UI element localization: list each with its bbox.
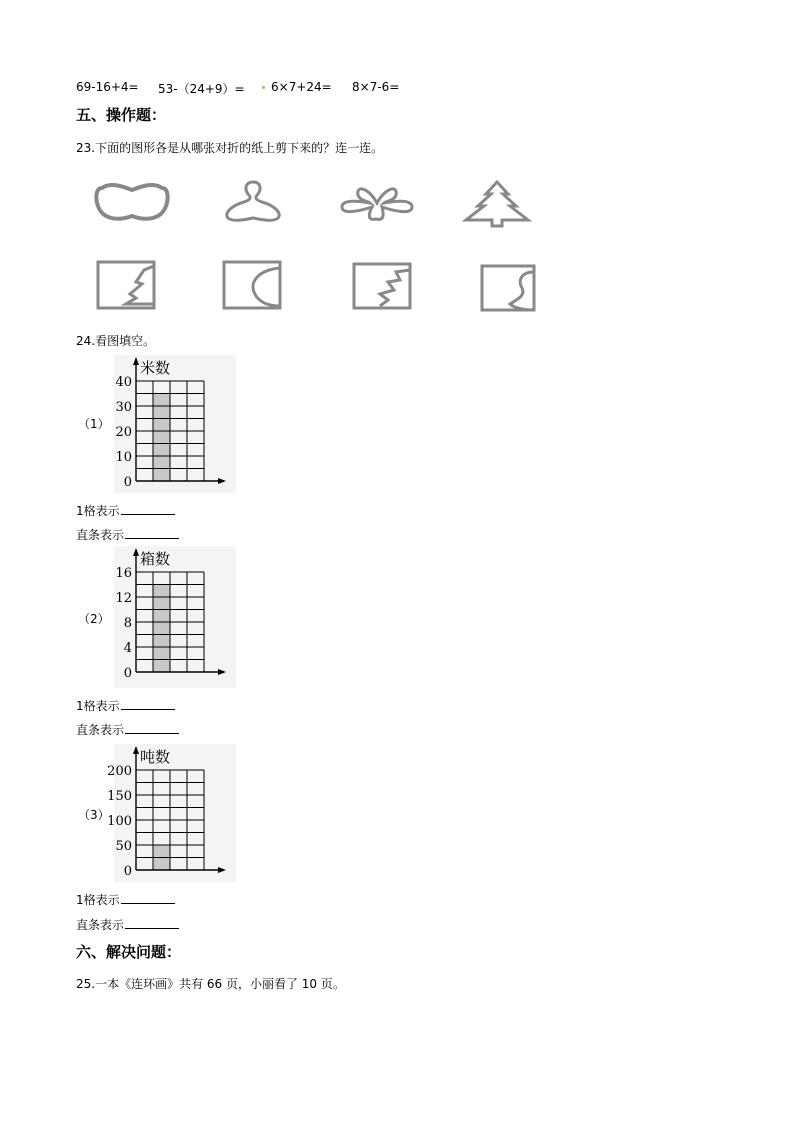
answer-blank[interactable] <box>125 722 179 734</box>
chart-2-bar-answer <box>76 721 179 738</box>
gourd-shape-icon <box>220 180 286 224</box>
question-25: 25.一本《连环画》共有 66 页，小丽看了 10 页。 <box>76 977 345 991</box>
folded-paper-d-icon <box>480 264 538 314</box>
question-24: 24.看图填空。 <box>76 334 156 348</box>
bar-value-label: 直条表示 <box>76 723 125 737</box>
calc-item-2: 53-（24+9）= <box>158 82 245 96</box>
y-axis-unit: 米数 <box>140 359 171 377</box>
chart-1-label: （1） <box>78 417 110 431</box>
bar-grid-chart-3 <box>107 744 240 882</box>
calc-item-3-text: 6×7+24= <box>271 80 332 94</box>
y-tick-label: 30 <box>115 400 132 415</box>
y-tick-label: 40 <box>115 375 132 390</box>
section-5-title: 五、操作题： <box>76 106 167 124</box>
y-tick-label: 8 <box>123 616 132 631</box>
y-tick-label: 12 <box>115 591 132 606</box>
folded-paper-b-icon <box>222 260 284 312</box>
answer-blank[interactable] <box>121 503 175 515</box>
bar-grid-chart-1 <box>112 355 240 493</box>
y-tick-label: 200 <box>107 764 132 779</box>
chart-background <box>114 546 236 688</box>
tree-shape-icon <box>462 180 532 228</box>
y-tick-label: 4 <box>123 641 132 656</box>
chart-1-bar-answer <box>76 526 179 543</box>
y-tick-label: 100 <box>107 814 132 829</box>
y-tick-label: 10 <box>115 450 132 465</box>
chart-background <box>114 355 236 493</box>
chart-3-label: （3） <box>78 808 110 822</box>
y-axis-unit: 箱数 <box>140 550 171 568</box>
chart-3-grid-answer <box>76 891 175 908</box>
flower-shape-icon <box>338 183 416 223</box>
answer-blank[interactable] <box>125 917 179 929</box>
answer-blank[interactable] <box>121 892 175 904</box>
folded-paper-a-icon <box>96 260 156 312</box>
answer-blank[interactable] <box>121 698 175 710</box>
bar-fill <box>153 394 170 482</box>
dot-mark <box>262 86 265 89</box>
y-axis-unit: 吨数 <box>140 748 171 766</box>
calc-item-4: 8×7-6= <box>352 80 400 94</box>
y-tick-label: 0 <box>123 864 132 879</box>
apple-shape-icon <box>94 178 170 224</box>
y-tick-label: 0 <box>123 475 132 490</box>
y-tick-label: 16 <box>115 566 132 581</box>
grid-value-label: 1格表示 <box>76 699 120 713</box>
question-23: 23.下面的图形各是从哪张对折的纸上剪下来的？连一连。 <box>76 141 384 155</box>
bar-fill <box>153 585 170 673</box>
calc-item-1: 69-16+4= <box>76 80 139 94</box>
chart-2-grid-answer <box>76 697 175 714</box>
y-tick-label: 20 <box>115 425 132 440</box>
chart-2-label: （2） <box>78 612 110 626</box>
folded-paper-c-icon <box>352 262 414 312</box>
bar-value-label: 直条表示 <box>76 918 125 932</box>
bar-grid-chart-2 <box>112 546 240 688</box>
chart-3-bar-answer <box>76 916 179 933</box>
grid-value-label: 1格表示 <box>76 893 120 907</box>
chart-1-grid-answer <box>76 502 175 519</box>
answer-blank[interactable] <box>125 527 179 539</box>
chart-background <box>114 744 236 882</box>
bar-value-label: 直条表示 <box>76 528 125 542</box>
section-6-title: 六、解决问题： <box>76 943 182 961</box>
y-tick-label: 0 <box>123 666 132 681</box>
calc-item-3 <box>262 80 332 94</box>
grid-value-label: 1格表示 <box>76 504 120 518</box>
y-tick-label: 150 <box>107 789 132 804</box>
y-tick-label: 50 <box>115 839 132 854</box>
